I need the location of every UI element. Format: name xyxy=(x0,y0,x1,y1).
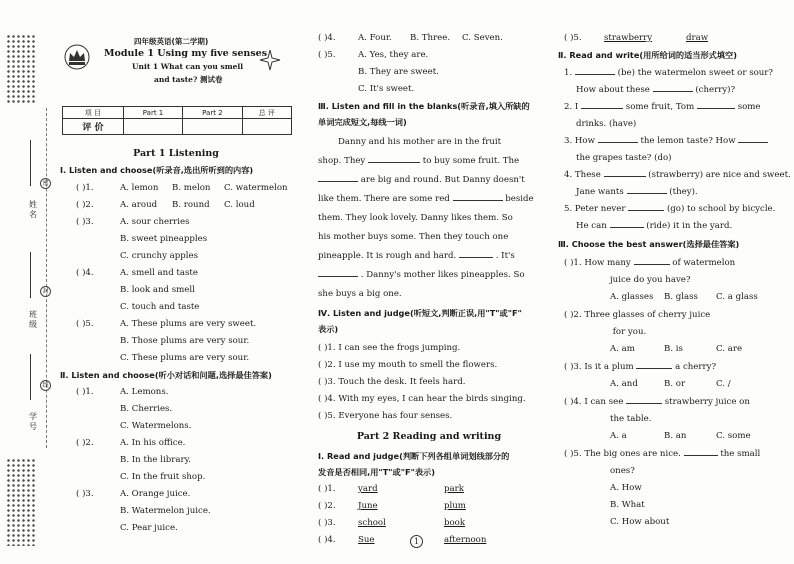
passage-text: like them. There are some red xyxy=(318,194,450,204)
fill-text: 1. xyxy=(564,68,573,78)
binding-circle: 线 xyxy=(40,380,51,391)
fill-blank[interactable] xyxy=(684,446,718,456)
fill-blank[interactable] xyxy=(653,82,693,92)
star-icon xyxy=(258,48,282,72)
question-number: ( )2. xyxy=(76,438,94,448)
option-c: C. These plums are very sour. xyxy=(120,353,250,363)
question-number: ( )1. xyxy=(76,183,94,193)
worksheet-header xyxy=(62,34,292,98)
fill-text: Jane wants xyxy=(576,187,624,197)
judge-item: ( )3. Touch the desk. It feels hard. xyxy=(318,377,466,387)
fill-text: 2. I xyxy=(564,102,579,112)
fill-blank[interactable] xyxy=(627,184,667,194)
question-number: ( )3. xyxy=(318,518,336,528)
option-b: B. Watermelon juice. xyxy=(120,506,211,516)
question-number: ( )4. xyxy=(318,33,336,43)
question-text: of watermelon xyxy=(672,258,736,268)
student-number-label: 学号 xyxy=(29,412,37,431)
judge-item: ( )1. I can see the frogs jumping. xyxy=(318,343,461,353)
blank-3[interactable] xyxy=(453,191,503,201)
cut-line xyxy=(46,108,47,448)
section-heading-cont: 发音是否相同,用"T"或"F"表示) xyxy=(318,467,435,477)
fill-blank[interactable] xyxy=(628,201,664,211)
option-a: A. Four. xyxy=(358,33,392,43)
grade-title: 四年级英语(第二学期) xyxy=(134,37,209,46)
passage-text: are big and round. But Danny doesn't xyxy=(360,175,525,185)
section-heading: Ⅱ. Read and write(用所给词的适当形式填空) xyxy=(558,50,737,60)
binding-holes-bottom xyxy=(6,458,36,546)
fill-text: How about these xyxy=(576,85,650,95)
option-b: B. They are sweet. xyxy=(358,67,439,77)
passage-line: she buys a big one. xyxy=(318,289,402,299)
question-number: ( )5. xyxy=(564,33,582,43)
option-c: C. loud xyxy=(224,200,255,210)
option-c: C. How about xyxy=(610,517,670,527)
passage-line: Danny and his mother are in the fruit xyxy=(338,137,502,147)
fill-text: (ride) it in the yard. xyxy=(646,221,733,231)
option-b: B. look and smell xyxy=(120,285,195,295)
fill-text: (be) the watermelon sweet or sour? xyxy=(617,68,774,78)
passage-text: beside xyxy=(505,194,534,204)
question-text: the small xyxy=(720,449,761,459)
class-line xyxy=(30,252,31,298)
unit-subtitle: and taste? 测试卷 xyxy=(154,75,223,84)
option-c: C. / xyxy=(716,379,731,389)
fill-blank[interactable] xyxy=(604,167,646,177)
option-a: A. Lemons. xyxy=(120,387,169,397)
option-c: C. crunchy apples xyxy=(120,251,199,261)
question-number: ( )3. xyxy=(76,217,94,227)
question-text: juice do you have? xyxy=(610,275,691,285)
question-text: a cherry? xyxy=(675,362,717,372)
score-header: 项 目 xyxy=(63,107,124,119)
question-text: ( )4. I can see xyxy=(564,397,624,407)
fill-text: (cherry)? xyxy=(695,85,736,95)
passage-line: his mother buys some. Then they touch one xyxy=(318,232,509,242)
page-number: 1 xyxy=(410,535,423,548)
passage-text: to buy some fruit. The xyxy=(422,156,520,166)
question-text: ( )5. The big ones are nice. xyxy=(564,449,681,459)
option-a: A. smell and taste xyxy=(120,268,198,278)
option-c: C. Watermelons. xyxy=(120,421,192,431)
fill-blank[interactable] xyxy=(598,133,638,143)
part2-title: Part 2 Reading and writing xyxy=(356,431,502,442)
option-b: B. Three. xyxy=(410,33,451,43)
score-row-label: 评 价 xyxy=(63,119,124,135)
fill-blank[interactable] xyxy=(610,218,644,228)
option-b: B. Those plums are very sour. xyxy=(120,336,250,346)
word-2: park xyxy=(444,484,464,494)
judge-item: ( )4. With my eyes, I can hear the birds singing. xyxy=(318,394,526,404)
question-text: ( )2. Three glasses of cherry juice xyxy=(564,310,711,320)
fill-text: 4. These xyxy=(564,170,601,180)
option-b: B. melon xyxy=(172,183,211,193)
fill-blank[interactable] xyxy=(626,394,662,404)
option-a: A. Yes, they are. xyxy=(358,50,429,60)
passage-text: pineapple. It is rough and hard. xyxy=(318,251,457,261)
unit-title: Unit 1 What can you smell xyxy=(132,62,244,71)
score-cell[interactable] xyxy=(183,119,242,135)
judge-item: ( )5. Everyone has four senses. xyxy=(318,411,453,421)
option-a: A. How xyxy=(610,483,642,493)
fill-text: He can xyxy=(576,221,607,231)
option-c: C. Seven. xyxy=(462,33,503,43)
module-title: Module 1 Using my five senses xyxy=(104,48,268,59)
blank-2[interactable] xyxy=(318,172,358,182)
option-c: C. watermelon xyxy=(224,183,288,193)
question-number: ( )1. xyxy=(318,484,336,494)
option-a: A. sour cherries xyxy=(120,217,190,227)
blank-4[interactable] xyxy=(459,248,493,258)
name-label: 姓名 xyxy=(29,200,37,219)
fill-text: the lemon taste? How xyxy=(640,136,736,146)
fill-blank[interactable] xyxy=(738,133,768,143)
option-a: A. am xyxy=(610,344,635,354)
fill-blank[interactable] xyxy=(636,359,672,369)
section-heading-cont: 单词完成短文,每线一词) xyxy=(318,117,407,127)
option-c: C. In the fruit shop. xyxy=(120,472,206,482)
fill-text: (strawberry) are nice and sweet. xyxy=(648,170,791,180)
word-1: Sue xyxy=(358,535,375,545)
student-number-line xyxy=(30,354,31,400)
score-header: Part 2 xyxy=(183,107,242,119)
option-a: A. These plums are very sweet. xyxy=(120,319,257,329)
option-b: B. sweet pineapples xyxy=(120,234,208,244)
section-heading: Ⅱ. Listen and choose(听小对话和问题,选择最佳答案) xyxy=(60,370,272,380)
option-c: C. It's sweet. xyxy=(358,84,415,94)
word-1: June xyxy=(358,501,378,511)
fill-text: 3. How xyxy=(564,136,595,146)
question-number: ( )2. xyxy=(76,200,94,210)
word-1: school xyxy=(358,518,386,528)
fill-blank[interactable] xyxy=(697,99,735,109)
score-header: Part 1 xyxy=(123,107,182,119)
fill-text: the grapes taste? (do) xyxy=(576,153,672,163)
score-cell[interactable] xyxy=(242,119,291,135)
section-heading-cont: 表示) xyxy=(318,324,339,334)
question-number: ( )1. xyxy=(76,387,94,397)
section-heading: Ⅰ. Listen and choose(听录音,选出所听到的内容) xyxy=(60,165,254,175)
fill-text: (go) to school by bicycle. xyxy=(666,204,776,214)
option-c: C. a glass xyxy=(716,292,758,302)
question-number: ( )5. xyxy=(318,50,336,60)
fill-blank[interactable] xyxy=(581,99,623,109)
passage-text: . Danny's mother likes pineapples. So xyxy=(360,270,525,280)
passage-text: shop. They xyxy=(318,156,366,166)
score-header: 总 评 xyxy=(242,107,291,119)
binding-circle: 密 xyxy=(40,178,51,189)
section-heading: Ⅳ. Listen and judge(听短文,判断正误,用"T"或"F" xyxy=(318,308,522,318)
option-b: B. or xyxy=(664,379,686,389)
option-a: A. lemon xyxy=(120,183,159,193)
option-a: A. aroud xyxy=(120,200,158,210)
question-text: for you. xyxy=(612,327,647,337)
score-cell[interactable] xyxy=(123,119,182,135)
binding-strip xyxy=(0,28,58,548)
name-line xyxy=(30,140,31,186)
passage-line: them. They look lovely. Danny likes them. So xyxy=(318,213,513,223)
option-b: B. glass xyxy=(664,292,698,302)
question-text: strawberry juice on xyxy=(664,397,750,407)
section-heading: Ⅲ. Listen and fill in the blanks(听录音,填入所缺的 xyxy=(318,101,530,111)
question-text: ( )1. How many xyxy=(564,258,631,268)
word-2: plum xyxy=(444,501,466,511)
option-c: C. Pear juice. xyxy=(120,523,178,533)
word-2: book xyxy=(444,518,466,528)
option-a: A. glasses xyxy=(610,292,654,302)
option-a: A. a xyxy=(610,431,627,441)
word-2: draw xyxy=(686,33,709,43)
option-c: C. are xyxy=(716,344,743,354)
option-c: C. some xyxy=(716,431,751,441)
question-text: ( )3. Is it a plum xyxy=(564,362,634,372)
fill-blank[interactable] xyxy=(575,65,615,75)
option-b: B. In the library. xyxy=(120,455,192,465)
question-number: ( )2. xyxy=(318,501,336,511)
crown-icon xyxy=(64,44,90,70)
section-heading: Ⅰ. Read and judge(判断下列各组单词划线部分的 xyxy=(318,451,510,461)
option-b: B. round xyxy=(172,200,210,210)
question-number: ( )4. xyxy=(76,268,94,278)
fill-text: 5. Peter never xyxy=(564,204,626,214)
word-1: strawberry xyxy=(604,33,653,43)
fill-text: some xyxy=(737,102,761,112)
fill-text: drinks. (have) xyxy=(576,119,637,129)
binding-circle: 封 xyxy=(40,286,51,297)
fill-text: some fruit, Tom xyxy=(625,102,695,112)
option-b: B. an xyxy=(664,431,687,441)
option-b: B. What xyxy=(610,500,645,510)
question-number: ( )4. xyxy=(318,535,336,545)
class-label: 班级 xyxy=(29,310,37,329)
binding-holes-top xyxy=(6,34,36,104)
question-number: ( )3. xyxy=(76,489,94,499)
section-heading: Ⅲ. Choose the best answer(选择最佳答案) xyxy=(558,239,740,249)
option-b: B. is xyxy=(664,344,683,354)
option-a: A. In his office. xyxy=(120,438,186,448)
question-number: ( )5. xyxy=(76,319,94,329)
blank-5[interactable] xyxy=(318,267,358,277)
fill-text: (they). xyxy=(669,187,698,197)
fill-blank[interactable] xyxy=(634,255,670,265)
word-2: afternoon xyxy=(444,535,487,545)
option-b: B. Cherries. xyxy=(120,404,173,414)
option-c: C. touch and taste xyxy=(120,302,200,312)
blank-1[interactable] xyxy=(368,153,420,163)
judge-item: ( )2. I use my mouth to smell the flowers. xyxy=(318,360,498,370)
option-a: A. and xyxy=(610,379,638,389)
passage-text: . It's xyxy=(495,251,515,261)
question-text: ones? xyxy=(610,466,635,476)
score-table xyxy=(62,106,292,135)
question-text: the table. xyxy=(610,414,652,424)
part1-title: Part 1 Listening xyxy=(133,148,219,159)
option-a: A. Orange juice. xyxy=(120,489,191,499)
word-1: yard xyxy=(358,484,378,494)
